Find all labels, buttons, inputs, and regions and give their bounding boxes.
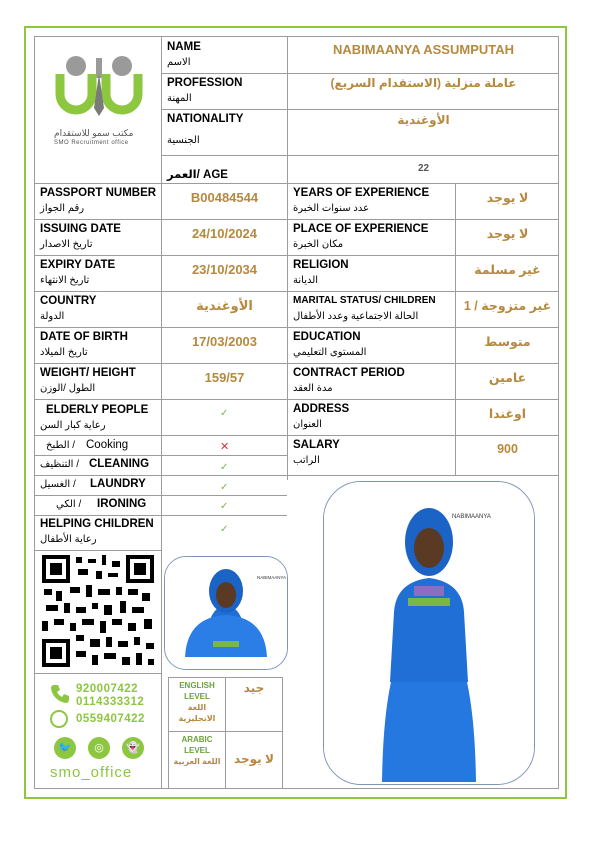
- divider: [161, 109, 559, 110]
- right-row-label: PLACE OF EXPERIENCE: [293, 223, 429, 235]
- right-row-label-ar: عدد سنوات الخبرة: [293, 203, 370, 214]
- divider: [168, 677, 169, 788]
- divider: [34, 550, 161, 551]
- right-row-label-ar: مكان الخبرة: [293, 239, 344, 250]
- right-row-label-ar: الديانة: [293, 275, 319, 286]
- photo-caption-small: NABIMAANYA: [257, 575, 287, 580]
- left-row-value: 23/10/2034: [191, 262, 258, 277]
- left-row-label-ar: الدولة: [40, 311, 65, 322]
- divider: [34, 255, 559, 256]
- right-row-label-ar: مدة العقد: [293, 383, 333, 394]
- logo-english-text: SMO Recruitment office: [54, 140, 129, 146]
- english-label-ar-2: الانجليزية: [178, 714, 216, 723]
- divider: [168, 677, 282, 678]
- right-row-value: متوسط: [484, 335, 531, 349]
- company-logo: [52, 52, 148, 148]
- qr-code: [42, 555, 154, 667]
- divider: [34, 183, 559, 184]
- right-row-label: YEARS OF EXPERIENCE: [293, 187, 430, 199]
- divider: [34, 495, 287, 496]
- name-value: NABIMAANYA ASSUMPUTAH: [332, 42, 515, 57]
- laundry-label: LAUNDRY: [90, 478, 146, 490]
- english-level-label: LEVEL: [184, 692, 210, 701]
- left-row-value: 159/57: [204, 370, 245, 385]
- divider: [34, 455, 287, 456]
- cooking-label: Cooking: [86, 439, 129, 451]
- left-row-label: EXPIRY DATE: [40, 259, 116, 271]
- logo-icon: [52, 52, 148, 124]
- left-row-value: الأوغندية: [196, 298, 253, 313]
- right-row-label: CONTRACT PERIOD: [293, 367, 405, 379]
- social-handle: smo_office: [50, 764, 133, 781]
- left-row-label-ar: تاريخ الانتهاء: [40, 275, 90, 286]
- logo-arabic-text: مكتب سمو للاستقدام: [54, 128, 134, 138]
- name-label-ar: الاسم: [167, 57, 191, 68]
- photo-caption-large: NABIMAANYA: [452, 514, 491, 520]
- cleaning-check-icon: ✓: [220, 462, 229, 473]
- right-row-value: عامين: [488, 371, 527, 385]
- ironing-label: IRONING: [97, 498, 147, 510]
- nationality-value: الأوغندية: [397, 113, 450, 127]
- divider: [161, 37, 162, 788]
- cleaning-label-ar: التنظيف /: [40, 459, 79, 470]
- ironing-check-icon: ✓: [220, 501, 229, 512]
- profession-value: عاملة منزلية (الاستقدام السريع): [330, 76, 517, 90]
- right-row-label: SALARY: [293, 439, 340, 451]
- age-label: العمر/ AGE: [167, 169, 228, 181]
- left-row-label-ar: الطول /الوزن: [40, 383, 96, 394]
- cooking-cross-icon: ✕: [220, 441, 230, 453]
- right-row-value: 900: [497, 442, 518, 456]
- laundry-check-icon: ✓: [220, 482, 229, 493]
- divider: [161, 73, 559, 74]
- left-row-label: DATE OF BIRTH: [40, 331, 128, 343]
- left-row-value: 17/03/2003: [191, 334, 258, 349]
- twitter-icon[interactable]: 🐦: [54, 737, 76, 759]
- arabic-level-label: LEVEL: [184, 746, 210, 755]
- right-row-label-ar: الراتب: [293, 455, 320, 466]
- right-row-label-ar: الحالة الاجتماعية وعدد الأطفال: [293, 311, 419, 322]
- left-row-label-ar: رقم الجواز: [40, 203, 85, 214]
- cooking-label-ar: الطبخ /: [46, 440, 76, 451]
- left-row-label: ISSUING DATE: [40, 223, 121, 235]
- right-row-label: RELIGION: [293, 259, 349, 271]
- english-value: جيد: [243, 681, 265, 695]
- phone-icon: [49, 683, 71, 705]
- left-row-value: B00484544: [190, 190, 259, 205]
- laundry-label-ar: الغسيل /: [40, 479, 76, 490]
- english-label: ENGLISH: [179, 681, 215, 690]
- instagram-icon[interactable]: ◎: [88, 737, 110, 759]
- left-row-label-ar: تاريخ الميلاد: [40, 347, 88, 358]
- divider: [34, 399, 559, 400]
- portrait-photo-large: [323, 481, 535, 785]
- nationality-label-ar: الجنسية: [167, 135, 200, 146]
- english-label-ar: اللغة: [187, 703, 207, 712]
- portrait-photo-small: [164, 556, 288, 670]
- right-row-value: غير مسلمة: [474, 263, 541, 277]
- children-check-icon: ✓: [220, 524, 229, 535]
- arabic-value: لا يوجد: [234, 752, 274, 766]
- children-label-ar: رعاية الأطفال: [40, 534, 97, 545]
- right-row-value: لا يوجد: [486, 191, 529, 205]
- divider: [282, 677, 283, 788]
- profession-label-ar: المهنة: [167, 93, 192, 104]
- right-row-label: ADDRESS: [293, 403, 350, 415]
- right-row-label-ar: المستوى التعليمي: [293, 347, 367, 358]
- left-row-label: WEIGHT/ HEIGHT: [40, 367, 136, 379]
- divider: [34, 327, 559, 328]
- divider: [34, 475, 287, 476]
- profession-label: PROFESSION: [167, 77, 243, 89]
- right-row-value: غير متزوجة / 1: [463, 299, 552, 313]
- divider: [34, 291, 559, 292]
- right-row-label-ar: العنوان: [293, 419, 322, 430]
- ironing-label-ar: الكي /: [56, 499, 82, 510]
- left-row-value: 24/10/2024: [191, 226, 258, 241]
- divider: [34, 515, 287, 516]
- age-value: 22: [417, 163, 430, 174]
- divider: [34, 673, 161, 674]
- name-label: NAME: [167, 41, 201, 53]
- right-row-value: لا يوجد: [486, 227, 529, 241]
- cleaning-label: CLEANING: [89, 458, 150, 470]
- divider: [34, 435, 559, 436]
- elderly-check-icon: ✓: [220, 408, 229, 419]
- elderly-label: ELDERLY PEOPLE: [46, 404, 149, 416]
- right-row-value: اوغندا: [488, 407, 527, 421]
- whatsapp-number: 0559407422: [76, 713, 145, 725]
- divider: [287, 475, 559, 476]
- phone-number-1: 920007422: [76, 683, 139, 695]
- left-row-label-ar: تاريخ الاصدار: [40, 239, 93, 250]
- right-row-label: EDUCATION: [293, 331, 361, 343]
- whatsapp-icon: [50, 710, 68, 728]
- children-label: HELPING CHILDREN: [40, 518, 154, 530]
- arabic-label-ar: اللغة العربية: [173, 757, 221, 766]
- phone-number-2: 0114333312: [76, 696, 145, 708]
- nationality-label: NATIONALITY: [167, 113, 244, 125]
- divider: [168, 731, 282, 732]
- arabic-label: ARABIC: [181, 735, 213, 744]
- divider: [34, 219, 559, 220]
- divider: [34, 363, 559, 364]
- left-row-label: COUNTRY: [40, 295, 97, 307]
- snapchat-icon[interactable]: 👻: [122, 737, 144, 759]
- divider: [161, 155, 559, 156]
- right-row-label: MARITAL STATUS/ CHILDREN: [293, 295, 436, 306]
- divider: [287, 37, 288, 480]
- left-row-label: PASSPORT NUMBER: [40, 187, 157, 199]
- elderly-label-ar: رعاية كبار السن: [40, 420, 106, 431]
